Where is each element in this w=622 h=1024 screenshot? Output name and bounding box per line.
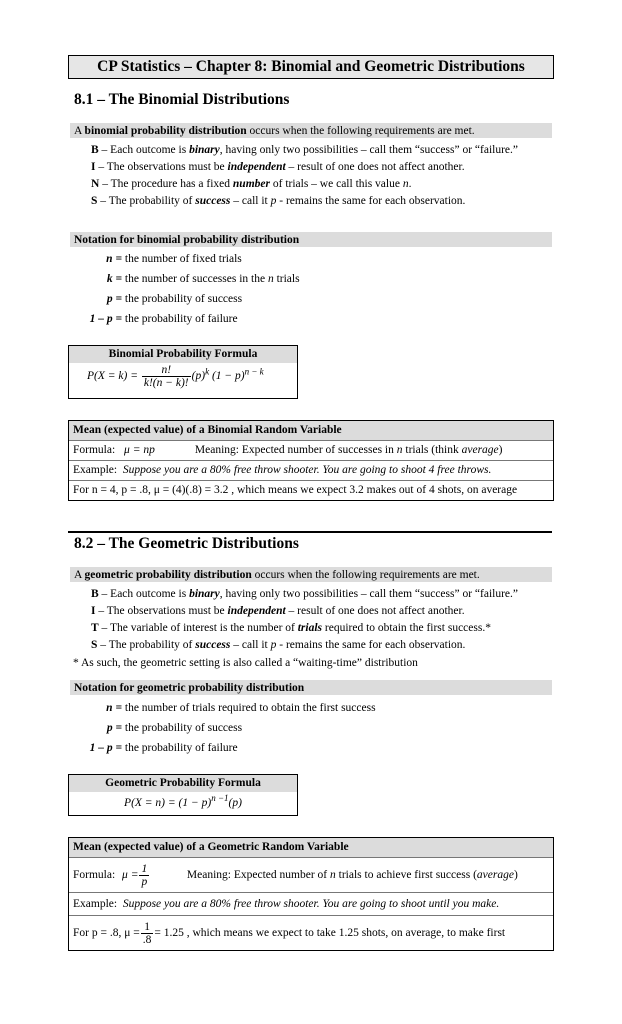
notation-symbol: n =: [106, 702, 122, 714]
meaning-emph: average: [461, 444, 499, 456]
binomial-intro: [70, 123, 552, 138]
requirement-item: [91, 603, 518, 619]
req-text: – result of one does not affect another.: [285, 161, 465, 173]
req-emph: binary: [189, 144, 220, 156]
fraction-denominator: p: [141, 875, 148, 888]
example-label: Example:: [73, 898, 118, 910]
geometric-requirements: [91, 586, 518, 653]
mean-formula: μ = np: [124, 444, 155, 456]
req-emph: independent: [227, 605, 286, 617]
formula-label: Formula:: [73, 444, 116, 456]
meaning-var: n: [396, 444, 403, 456]
binomial-formula-box: [68, 345, 298, 399]
notation-item: [66, 313, 300, 333]
meaning-emph: average: [476, 869, 514, 881]
req-text: – The observations must be: [95, 161, 228, 173]
page-title: CP Statistics – Chapter 8: Binomial and Geometric Distributions: [68, 55, 554, 79]
requirement-item: [91, 176, 518, 192]
req-emph: number: [232, 178, 270, 190]
req-emph: trials: [297, 622, 323, 634]
mean-formula-row: [69, 440, 553, 460]
requirement-item: [91, 586, 518, 602]
req-text: - remains the same for each observation.: [276, 639, 466, 651]
example-text: Suppose you are a 80% free throw shooter. You are going to shoot until you make.: [122, 898, 500, 910]
formula-fraction: [142, 364, 191, 389]
req-var: n: [402, 178, 409, 190]
req-text: , having only two possibilities – call them “success” or “failure.”: [219, 144, 519, 156]
notation-text: the number of successes in the: [124, 273, 268, 285]
notation-text: trials: [273, 273, 300, 285]
mean-formula-row: [69, 857, 553, 892]
formula-title: Geometric Probability Formula: [69, 775, 297, 792]
mean-formula: [118, 858, 184, 892]
req-var: p: [270, 195, 277, 207]
notation-item: [66, 253, 300, 273]
formula-term: (p): [191, 370, 206, 383]
req-text: – The observations must be: [95, 605, 228, 617]
calculation-row: [69, 915, 553, 950]
intro-text-end: occurs when the following requirements are met.: [251, 569, 480, 581]
binomial-notation-list: [66, 253, 300, 333]
notation-symbol: 1 – p =: [89, 742, 122, 754]
geometric-formula: [69, 792, 297, 809]
requirement-item: [91, 142, 518, 158]
calc-fraction: [141, 921, 154, 946]
req-emph: success: [195, 195, 231, 207]
binomial-formula: [69, 363, 297, 389]
req-text: – result of one does not affect another.: [285, 605, 465, 617]
notation-text: the probability of success: [124, 293, 243, 305]
fraction-numerator: 1: [141, 862, 148, 875]
formula-exponent: n − k: [244, 366, 264, 377]
notation-heading-binomial: Notation for binomial probability distribution: [70, 232, 552, 247]
formula-term: (1 − p): [211, 370, 245, 383]
req-key: B: [91, 144, 99, 156]
mean-title: Mean (expected value) of a Geometric Random Variable: [69, 838, 553, 857]
req-var: p: [270, 639, 277, 651]
formula-exponent: n −1: [211, 793, 229, 803]
req-text: of trials – we call this value: [269, 178, 403, 190]
mean-mu: μ =: [122, 869, 139, 881]
geometric-mean-box: [68, 837, 554, 951]
geometric-notation-list: [66, 702, 376, 762]
req-text: , having only two possibilities – call them “success” or “failure.”: [219, 588, 519, 600]
meaning-text: ): [498, 444, 503, 456]
formula-title: Binomial Probability Formula: [69, 346, 297, 363]
binomial-mean-box: [68, 420, 554, 501]
mean-title: Mean (expected value) of a Binomial Random Variable: [69, 421, 553, 440]
fraction-numerator: n!: [142, 364, 191, 377]
req-key: S: [91, 195, 98, 207]
example-row: [69, 460, 553, 480]
intro-text: A: [74, 569, 85, 581]
req-emph: success: [195, 639, 231, 651]
calc-text: For p = .8, μ =: [73, 927, 140, 939]
fraction-denominator: .8: [142, 933, 152, 946]
example-text: Suppose you are a 80% free throw shooter. You are going to shoot 4 free throws.: [122, 464, 492, 476]
req-text: – The variable of interest is the number of: [98, 622, 298, 634]
geometric-formula-box: [68, 774, 298, 816]
fraction-numerator: 1: [141, 921, 154, 934]
req-text: – Each outcome is: [98, 588, 190, 600]
requirement-item: [91, 637, 518, 653]
req-text: required to obtain the first success.*: [322, 622, 491, 634]
req-text: – The probability of: [97, 195, 196, 207]
section-heading-binomial: 8.1 – The Binomial Distributions: [74, 91, 290, 108]
example-label: Example:: [73, 464, 118, 476]
meaning-var: n: [330, 869, 336, 881]
mean-fraction: [139, 863, 149, 888]
notation-text: the probability of failure: [124, 313, 238, 325]
req-key: I: [91, 605, 96, 617]
intro-term: geometric probability distribution: [84, 569, 252, 581]
req-text: .: [408, 178, 412, 190]
notation-text: the probability of success: [124, 722, 243, 734]
formula-exponent: k: [205, 366, 210, 377]
notation-text: the number of trials required to obtain the first success: [124, 702, 376, 714]
section-heading-geometric: 8.2 – The Geometric Distributions: [74, 535, 299, 552]
req-key: T: [91, 622, 99, 634]
notation-text: the number of fixed trials: [124, 253, 242, 265]
req-text: – call it: [230, 195, 271, 207]
intro-text: A: [74, 125, 85, 137]
meaning-text: Meaning: Expected number of successes in: [194, 444, 397, 456]
req-text: – Each outcome is: [98, 144, 190, 156]
binomial-requirements: [91, 142, 518, 209]
notation-item: [66, 293, 300, 313]
notation-symbol: p =: [106, 293, 122, 305]
intro-term: binomial probability distribution: [84, 125, 247, 137]
requirement-item: [91, 159, 518, 175]
req-text: – call it: [230, 639, 271, 651]
calculation-row: For n = 4, p = .8, μ = (4)(.8) = 3.2 , which means we expect 3.2 makes out of 4 shots, on average: [69, 480, 553, 500]
formula-lhs: P(X = n) = (1 − p): [124, 796, 212, 809]
req-key: S: [91, 639, 98, 651]
fraction-denominator: k!(n − k)!: [143, 377, 189, 389]
meaning-text: trials (think: [402, 444, 462, 456]
req-key: N: [91, 178, 100, 190]
intro-text-end: occurs when the following requirements are met.: [246, 125, 475, 137]
formula-term: (p): [228, 796, 242, 809]
section-divider: [68, 531, 552, 533]
footnote: * As such, the geometric setting is also called a “waiting-time” distribution: [73, 657, 418, 669]
notation-symbol: 1 – p =: [89, 313, 122, 325]
notation-symbol: k =: [106, 273, 122, 285]
formula-label: Formula:: [73, 869, 116, 881]
meaning-text: trials to achieve first success (: [335, 869, 477, 881]
notation-symbol: n =: [106, 253, 122, 265]
geometric-intro: [70, 567, 552, 582]
formula-lhs: P(X = k) =: [87, 370, 138, 383]
req-emph: binary: [189, 588, 220, 600]
notation-text: the probability of failure: [124, 742, 238, 754]
req-text: – The probability of: [97, 639, 196, 651]
meaning-text: Meaning: Expected number of: [186, 869, 330, 881]
req-text: – The procedure has a fixed: [99, 178, 233, 190]
requirement-item: [91, 193, 518, 209]
notation-symbol: p =: [106, 722, 122, 734]
notation-var: n: [267, 273, 274, 285]
calc-text: = 1.25 , which means we expect to take 1.25 shots, on average, to make first: [154, 927, 506, 939]
notation-item: [66, 722, 376, 742]
meaning-text: ): [513, 869, 518, 881]
req-key: B: [91, 588, 99, 600]
notation-item: [66, 742, 376, 762]
requirement-item: [91, 620, 518, 636]
req-key: I: [91, 161, 96, 173]
notation-item: [66, 273, 300, 293]
notation-heading-geometric: Notation for geometric probability distribution: [70, 680, 552, 695]
example-row: [69, 892, 553, 915]
req-emph: independent: [227, 161, 286, 173]
notation-item: [66, 702, 376, 722]
req-text: - remains the same for each observation.: [276, 195, 466, 207]
